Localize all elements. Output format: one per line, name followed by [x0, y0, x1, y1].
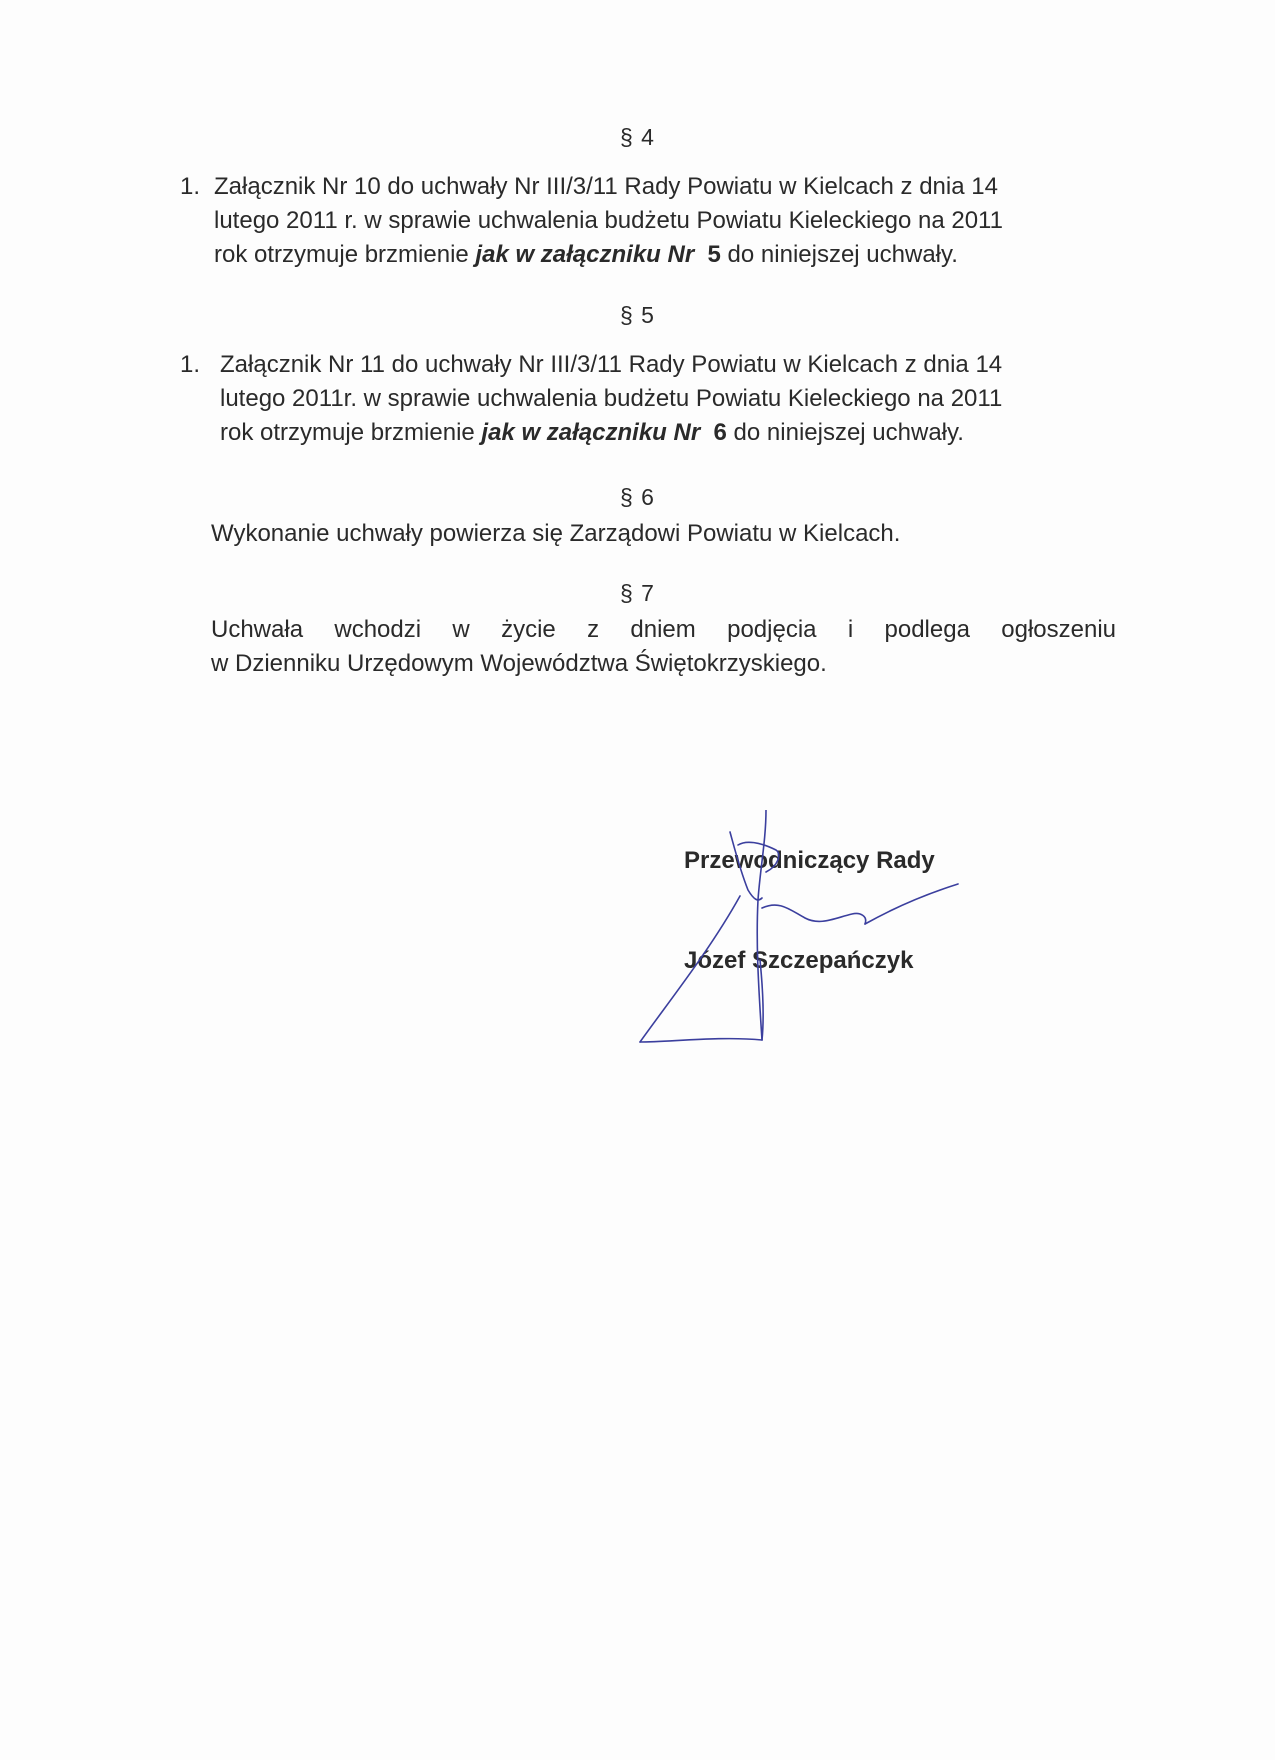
section-7-line-2: w Dzienniku Urzędowym Województwa Świętokrzyskiego.	[211, 650, 827, 677]
section-4-line-3-prefix: rok otrzymuje brzmienie	[214, 241, 476, 268]
section-5-line-3-suffix: do niniejszej uchwały.	[726, 419, 964, 446]
section-5-line-2: lutego 2011r. w sprawie uchwalenia budżetu Powiatu Kieleckiego na 2011	[220, 385, 1003, 412]
section-4-item-number: 1.	[180, 173, 201, 200]
section-4-line-3	[214, 237, 958, 273]
section-6-heading: § 6	[620, 484, 655, 510]
signatory-name: Józef Szczepańczyk	[684, 947, 914, 974]
section-4-attachment-number: 5	[707, 241, 721, 268]
section-4-attachment-ref: jak w załączniku Nr	[475, 241, 695, 268]
section-5-line-1: Załącznik Nr 11 do uchwały Nr III/3/11 Rady Powiatu w Kielcach z dnia 14	[220, 351, 1003, 378]
section-5-line-3-prefix: rok otrzymuje brzmienie	[220, 419, 482, 446]
section-4-line-3-suffix: do niniejszej uchwały.	[720, 241, 958, 268]
section-5-line-3	[220, 415, 964, 451]
section-4-line-1: Załącznik Nr 10 do uchwały Nr III/3/11 Rady Powiatu w Kielcach z dnia 14	[214, 173, 998, 200]
section-5-attachment-number: 6	[713, 419, 727, 446]
handwritten-signature	[590, 810, 970, 1080]
section-5-heading: § 5	[620, 302, 655, 328]
section-7-heading: § 7	[620, 580, 655, 606]
section-4-line-2: lutego 2011 r. w sprawie uchwalenia budżetu Powiatu Kieleckiego na 2011	[214, 207, 1003, 234]
section-5-item-number: 1.	[180, 351, 201, 378]
signatory-title: Przewodniczący Rady	[684, 847, 935, 874]
section-5-attachment-ref: jak w załączniku Nr	[481, 419, 701, 446]
section-4-heading: § 4	[620, 124, 655, 150]
section-7-line-1: Uchwała wchodzi w życie z dniem podjęcia i podlega ogłoszeniu	[211, 616, 1116, 643]
section-6-text: Wykonanie uchwały powierza się Zarządowi Powiatu w Kielcach.	[211, 520, 901, 547]
